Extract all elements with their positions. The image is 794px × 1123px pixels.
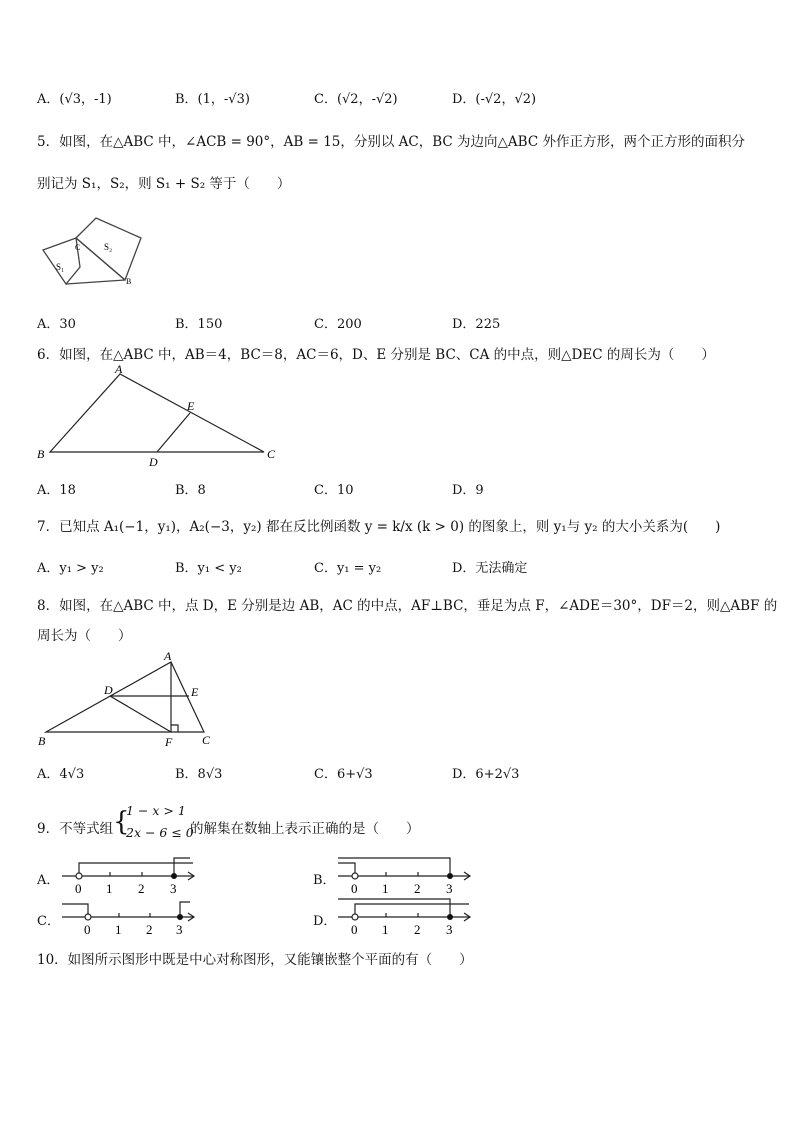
tick-label-1: 1 [382,922,389,936]
q8-option-c: C．6+√3 [314,767,373,782]
open-point [352,914,358,920]
q8-label-d: D [104,683,113,697]
q8-option-a: A．4√3 [37,767,85,782]
q8-triangle [46,662,204,732]
q9-numberline-a [58,853,198,895]
tick-label-1: 1 [115,922,122,936]
q8-right-angle-mark [171,725,178,732]
q6-option-d: D．9 [452,483,484,498]
q8-label-e: E [191,685,199,699]
q5-stem-line2: 别记为 S₁，S₂，则 S₁ + S₂ 等于（ ） [37,176,291,192]
q8-stem-line2: 周长为（ ） [37,628,132,644]
tick-label-2: 2 [414,881,421,895]
q5-option-d: D．225 [452,317,501,332]
q7-option-c: C．y₁ = y₂ [314,561,382,576]
q6-label-c: C [267,447,276,461]
q9-option-b-letter: B． [313,873,336,888]
q9-inequality-1: 1 − x > 1 [126,803,186,818]
tick-label-3: 3 [446,922,453,936]
closed-point [447,873,453,879]
q5-label-c: C [75,243,81,252]
q7-stem: 7．已知点 A₁(−1，y₁)，A₂(−3，y₂) 都在反比例函数 y = k/x (k > 0) 的图象上，则 y₁与 y₂ 的大小关系为( ) [37,519,721,535]
q5-option-b: B．150 [175,317,223,332]
q8-figure [34,648,224,750]
q9-numberline-b [334,853,474,895]
closed-point [171,873,177,879]
tick-label-2: 2 [138,881,145,895]
open-point [76,873,82,879]
q6-label-e: E [187,399,195,413]
q9-suffix: 的解集在数轴上表示正确的是（ ） [190,821,420,837]
q9-numberline-c [58,894,198,936]
q6-option-b: B．8 [175,483,206,498]
open-point [85,914,91,920]
q6-label-b: B [37,447,45,461]
q8-option-d: D．6+2√3 [452,767,520,782]
q5-side-ab [66,280,125,284]
q6-triangle [50,374,264,452]
q6-figure [34,362,284,470]
tick-label-2: 2 [146,922,153,936]
tick-label-3: 3 [170,881,177,895]
q8-segment-df [110,696,171,732]
q9-option-d-letter: D． [313,914,337,929]
q5-label-s2: S₂ [104,242,113,252]
tick-label-0: 0 [75,881,82,895]
q7-option-d: D．无法确定 [452,561,528,576]
q4-option-b: B．(1，-√3) [175,92,250,107]
solution-bracket-left [62,904,88,917]
tick-label-3: 3 [176,922,183,936]
q5-squares [43,218,141,284]
q7-option-a: A．y₁ > y₂ [37,561,104,576]
tick-label-1: 1 [106,881,113,895]
solution-bracket-right [174,858,190,876]
q10-stem: 10．如图所示图形中既是中心对称图形，又能镶嵌整个平面的有（ ） [37,952,473,968]
tick-label-0: 0 [351,881,358,895]
tick-label-0: 0 [84,922,91,936]
q8-stem-line1: 8．如图，在△ABC 中，点 D，E 分别是边 AB，AC 的中点，AF⊥BC，垂足为点 F，∠ADE＝30°，DF＝2，则△ABF 的 [37,598,778,614]
q5-stem-line1: 5．如图，在△ABC 中，∠ACB = 90°，AB = 15，分别以 AC，BC 为边向△ABC 外作正方形，两个正方形的面积分 [37,134,745,150]
q4-option-a: A．(√3，-1) [37,92,112,107]
q6-segment-de [157,413,190,452]
q5-label-s1: S₁ [56,262,65,272]
q5-option-c: C．200 [314,317,362,332]
tick-label-0: 0 [351,922,358,936]
q5-option-a: A．30 [37,317,76,332]
closed-point [447,914,453,920]
tick-label-3: 3 [446,881,453,895]
q6-label-a: A [115,362,123,376]
q5-hyp [76,238,125,280]
open-point [352,873,358,879]
q9-numberline-d [334,894,474,936]
q5-figure [38,212,148,292]
q8-label-a: A [164,649,172,663]
q5-label-b: B [126,277,132,286]
q9-brace: { [113,807,130,837]
q6-label-d: D [149,455,158,469]
q6-option-a: A．18 [37,483,76,498]
q9-inequality-2: 2x − 6 ≤ 0 [126,825,194,840]
q8-option-b: B．8√3 [175,767,223,782]
q8-label-f: F [165,735,173,749]
q6-stem: 6．如图，在△ABC 中，AB＝4，BC＝8，AC＝6，D、E 分别是 BC、CA 的中点，则△DEC 的周长为（ ） [37,347,715,363]
q6-option-c: C．10 [314,483,354,498]
tick-label-2: 2 [414,922,421,936]
closed-point [177,914,183,920]
tick-label-1: 1 [382,881,389,895]
q8-label-c: C [202,733,211,747]
q4-option-d: D．(-√2，√2) [452,92,537,107]
q4-option-c: C．(√2，-√2) [314,92,398,107]
q8-label-b: B [38,734,46,748]
q9-option-a-letter: A． [37,873,60,888]
q9-prefix: 9．不等式组 [37,821,114,837]
q9-option-c-letter: C． [37,914,60,929]
q7-option-b: B．y₁ < y₂ [175,561,242,576]
